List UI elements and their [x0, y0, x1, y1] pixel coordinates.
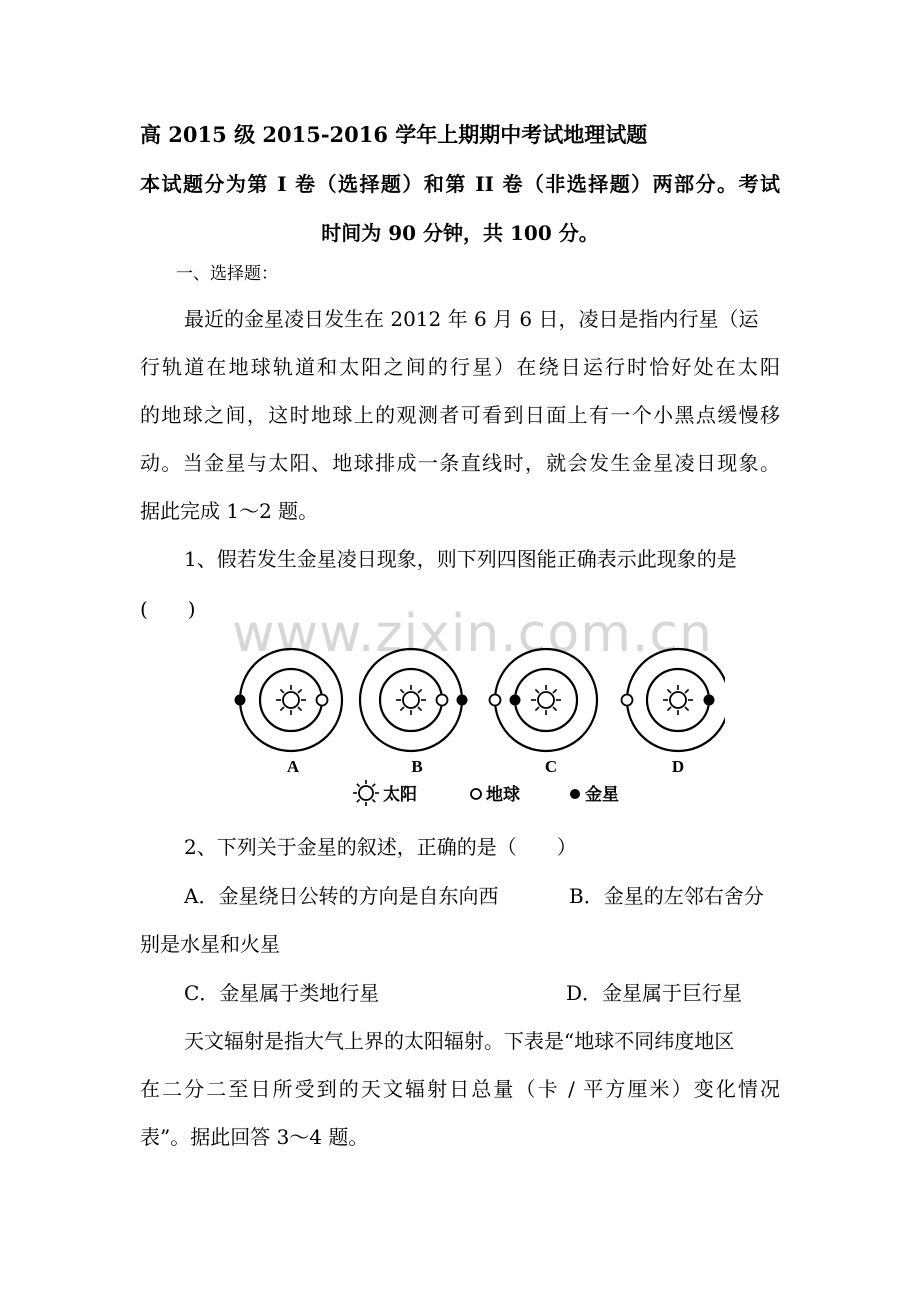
q2-option-a: A．金星绕日公转的方向是自东向西 — [184, 884, 499, 908]
diagram-b — [360, 649, 468, 751]
venus-icon — [704, 695, 715, 706]
venus-icon — [457, 695, 468, 706]
label-c: C — [544, 757, 558, 776]
passage2-line-2: 在二分二至日所受到的天文辐射日总量（卡 / 平方厘米）变化情况 — [140, 1077, 780, 1101]
q1-line-1: 1、假若发生金星凌日现象，则下列四图能正确表示此现象的是 — [184, 547, 737, 571]
legend-venus-icon — [570, 789, 580, 799]
sun-icon — [276, 685, 306, 715]
diagram-d — [622, 649, 726, 751]
intro-line-1: 本试题分为第 I 卷（选择题）和第 II 卷（非选择题）两部分。考试 — [140, 172, 780, 196]
label-a: A — [286, 757, 300, 776]
passage1-line-3: 的地球之间，这时地球上的观测者可看到日面上有一个小黑点缓慢移 — [140, 403, 780, 427]
q2-option-d: D．金星属于巨行星 — [566, 981, 743, 1005]
q2-option-c: C．金星属于类地行星 — [184, 981, 380, 1005]
section-heading: 一、选择题： — [176, 264, 278, 284]
earth-icon — [490, 695, 501, 706]
figure-legend — [353, 780, 619, 806]
q1-line-2: ( ) — [140, 597, 196, 621]
earth-icon — [622, 695, 633, 706]
q2-option-b-part2: 别是水星和火星 — [140, 932, 280, 956]
passage2-line-1: 天文辐射是指大气上界的太阳辐射。下表是“地球不同纬度地区 — [184, 1029, 735, 1053]
q2-stem: 2、下列关于金星的叙述，正确的是（ ） — [184, 835, 577, 859]
sun-icon — [663, 685, 693, 715]
legend-sun-label: 太阳 — [383, 785, 417, 805]
intro-line-2: 时间为 90 分钟，共 100 分。 — [321, 221, 599, 245]
diagram-a — [235, 649, 343, 751]
passage1-line-5: 据此完成 1～2 题。 — [140, 499, 319, 523]
diagram-c — [490, 649, 598, 751]
earth-icon — [317, 695, 328, 706]
legend-earth-icon — [471, 789, 481, 799]
passage1-line-4: 动。当金星与太阳、地球排成一条直线时，就会发生金星凌日现象。 — [140, 451, 780, 475]
passage1-line-2: 行轨道在地球轨道和太阳之间的行星）在绕日运行时恰好处在太阳 — [140, 355, 780, 379]
earth-icon — [437, 695, 448, 706]
exam-title: 高 2015 级 2015-2016 学年上期期中考试地理试题 — [140, 122, 648, 147]
watermark: www.zixin.com.cn — [232, 604, 713, 664]
legend-sun-icon — [353, 780, 379, 806]
sun-icon — [396, 685, 426, 715]
q2-option-b-part1: B．金星的左邻右舍分 — [569, 884, 764, 908]
label-d: D — [671, 757, 685, 776]
passage1-line-1: 最近的金星凌日发生在 2012 年 6 月 6 日，凌日是指内行星（运 — [184, 307, 759, 331]
venus-transit-figure — [225, 645, 725, 815]
venus-icon — [510, 695, 521, 706]
legend-venus-label: 金星 — [585, 785, 619, 805]
passage2-line-3: 表”。据此回答 3～4 题。 — [140, 1125, 369, 1149]
venus-icon — [235, 695, 246, 706]
sun-icon — [531, 685, 561, 715]
label-b: B — [411, 757, 423, 776]
legend-earth-label: 地球 — [486, 785, 520, 805]
